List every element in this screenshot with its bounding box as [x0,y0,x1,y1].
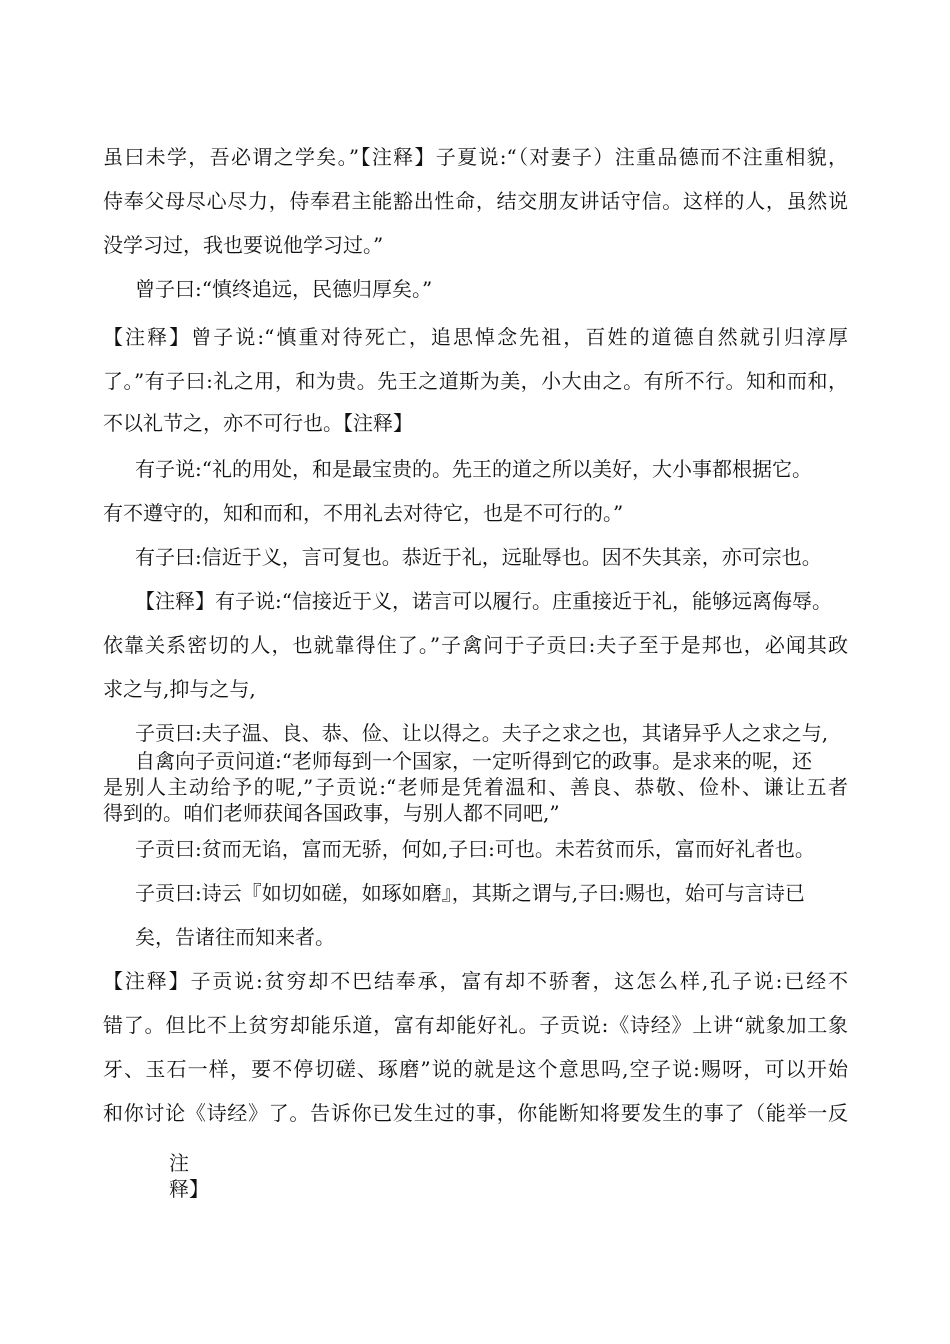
text-line: 【注释】曾子说:“慎重对待死亡，追思悼念先祖，百姓的道德自然就引归淳厚 [103,325,848,349]
text-line: 【注释】子贡说:贫穷却不巴结奉承，富有却不骄奢，这怎么样,孔子说:已经不 [103,969,848,993]
text-line: 了。”有子曰:礼之用，和为贵。先王之道斯为美，小大由之。有所不行。知和而和， [103,369,848,393]
text-line: 虽曰未学，吾必谓之学矣。”【注释】子夏说:“（对妻子）注重品德而不注重相貌， [103,145,848,169]
text-line: 子贡曰:夫子温、良、恭、俭、让以得之。夫子之求之也，其诸异乎人之求之与, [135,721,829,745]
text-line: 曾子曰:“慎终追远，民德归厚矣。” [135,277,433,301]
text-line: 有不遵守的，知和而和，不用礼去对待它，也是不可行的。” [103,501,624,525]
text-line: 侍奉父母尽心尽力，侍奉君主能豁出性命，结交朋友讲话守信。这样的人，虽然说 [103,189,848,213]
text-line: 错了。但比不上贫穷却能乐道，富有却能好礼。子贡说:《诗经》上讲“就象加工象 [103,1013,848,1037]
text-line: 释】 [169,1177,209,1201]
text-line: 有子说:“礼的用处，和是最宝贵的。先王的道之所以美好，大小事都根据它。 [135,457,812,481]
text-line: 牙、玉石一样，要不停切磋、琢磨”说的就是这个意思吗,空子说:赐呀，可以开始 [103,1057,848,1081]
text-line: 矣，告诸往而知来者。 [135,925,335,949]
text-line: 【注释】有子说:“信接近于义，诺言可以履行。庄重接近于礼，能够远离侮辱。 [135,589,832,613]
text-line: 有子曰:信近于义，言可复也。恭近于礼，远耻辱也。因不失其亲，亦可宗也。 [135,545,822,569]
text-line: 依靠关系密切的人，也就靠得住了。”子禽问于子贡曰:夫子至于是邦也，必闻其政 [103,633,848,657]
text-line: 注 [169,1151,189,1175]
text-line: 得到的。咱们老师获闻各国政事，与别人都不同吧,” [103,801,560,825]
text-line: 求之与,抑与之与, [103,677,256,701]
text-line: 是别人主动给予的呢,”子贡说:“老师是凭着温和、善良、恭敬、俭朴、谦让五者 [103,775,848,799]
text-line: 和你讨论《诗经》了。告诉你已发生过的事，你能断知将要发生的事了（能举一反 [103,1101,848,1125]
text-line: 子贡曰:诗云『如切如磋，如琢如磨』，其斯之谓与,子曰:赐也，始可与言诗已 [135,881,805,905]
text-line: 没学习过，我也要说他学习过。” [103,233,384,257]
text-line: 自禽向子贡问道:“老师每到一个国家，一定听得到它的政事。是求来的呢，还 [135,749,812,773]
text-line: 子贡曰:贫而无谄，富而无骄，何如,子曰:可也。未若贫而乐，富而好礼者也。 [135,837,815,861]
text-line: 不以礼节之，亦不可行也。【注释】 [103,411,413,435]
